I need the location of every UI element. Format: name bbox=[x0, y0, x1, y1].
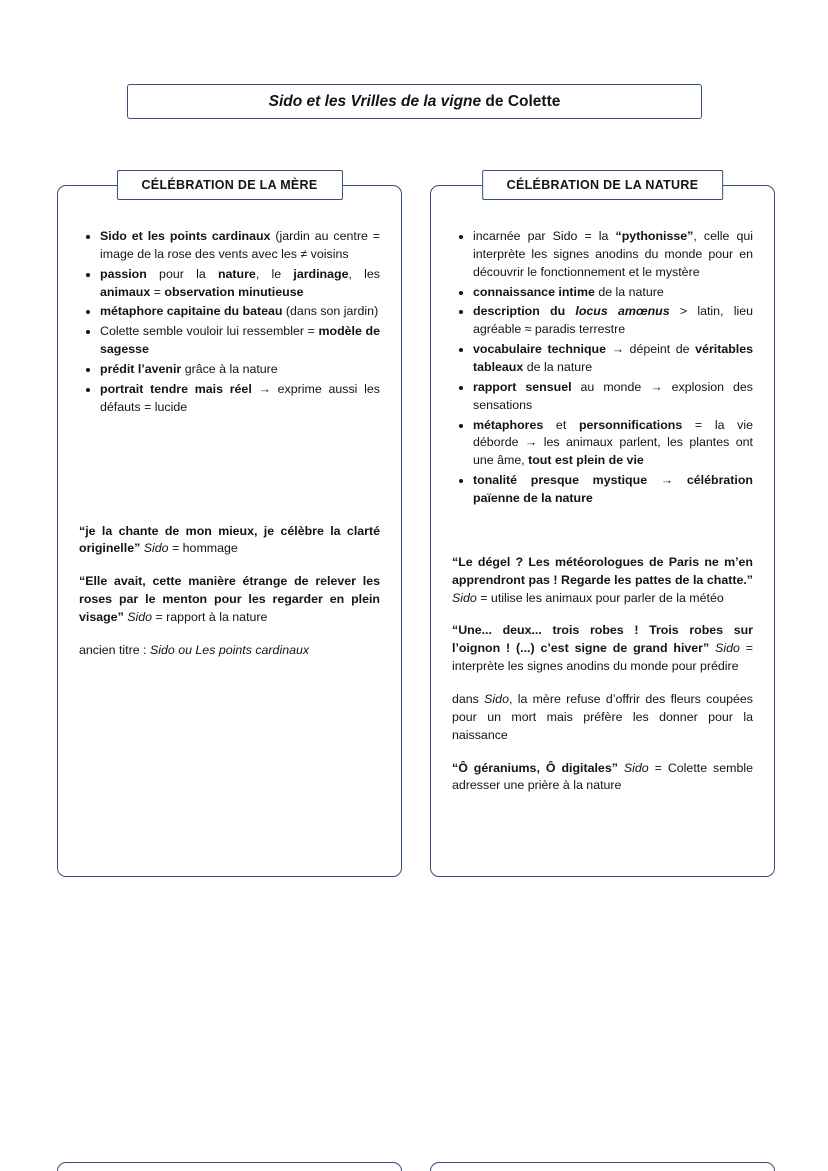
next-page-box-left bbox=[57, 1162, 402, 1171]
bullet-item: • métaphore capitaine du bateau (dans son jardin) bbox=[100, 303, 380, 321]
quote-paragraph: dans Sido, la mère refuse d’offrir des fleurs coupées pour un mort mais préfère les donner pour la naissance bbox=[452, 692, 753, 742]
document-title: Sido et les Vrilles de la vigne de Colette bbox=[268, 92, 561, 110]
quotes-mere bbox=[79, 523, 380, 660]
quote-paragraph: “je la chante de mon mieux, je célèbre la clarté originelle” Sido = hommage bbox=[79, 523, 380, 556]
bullet-item: • Colette semble vouloir lui ressembler = modèle de sagesse bbox=[100, 323, 380, 359]
bullet-list-mere bbox=[79, 228, 380, 417]
bullet-item: • prédit l’avenir grâce à la nature bbox=[100, 361, 380, 379]
quote-paragraph: “Une... deux... trois robes ! Trois robes sur l’oignon ! (...) c’est signe de grand hiver” Sido = interprète les signes anodins du monde pour prédire bbox=[452, 623, 753, 674]
quote-paragraph: ancien titre : Sido ou Les points cardinaux bbox=[79, 642, 310, 657]
column-body-mere bbox=[58, 186, 401, 678]
bullet-item: • rapport sensuel au monde → explosion des sensations bbox=[473, 379, 753, 415]
bullet-list-nature bbox=[452, 228, 753, 508]
column-mere bbox=[57, 178, 402, 877]
column-header-mere: CÉLÉBRATION DE LA MÈRE bbox=[116, 170, 342, 200]
bullet-item: • métaphores et personnifications = la vie déborde → les animaux parlent, les plantes ont une âme, tout est plein de vie bbox=[473, 417, 753, 471]
column-nature bbox=[430, 178, 775, 877]
quote-paragraph: “Le dégel ? Les météorologues de Paris ne m’en apprendront pas ! Regarde les pattes de la chatte.” Sido = utilise les animaux pour parler de la météo bbox=[452, 554, 753, 605]
quotes-nature bbox=[452, 554, 753, 795]
quote-paragraph: “Elle avait, cette manière étrange de relever les roses par le menton pour les regarder en plein visage” Sido = rapport à la nature bbox=[79, 574, 380, 625]
bullet-item: • vocabulaire technique → dépeint de véritables tableaux de la nature bbox=[473, 341, 753, 377]
bullet-item: • connaissance intime de la nature bbox=[473, 284, 753, 302]
quote-paragraph: “Ô géraniums, Ô digitales” Sido = Colette semble adresser une prière à la nature bbox=[452, 760, 753, 793]
bullet-item: • description du locus amœnus > latin, lieu agréable ≈ paradis terrestre bbox=[473, 303, 753, 339]
bullet-item: • tonalité presque mystique → célébration païenne de la nature bbox=[473, 472, 753, 508]
bullet-item: • incarnée par Sido = la “pythonisse”, celle qui interprète les signes anodins du monde pour en découvrir le fonctionnement et le mystère bbox=[473, 228, 753, 282]
bullet-item: • passion pour la nature, le jardinage, les animaux = observation minutieuse bbox=[100, 266, 380, 302]
column-body-nature bbox=[431, 186, 774, 813]
bullet-item: • portrait tendre mais réel → exprime aussi les défauts = lucide bbox=[100, 381, 380, 417]
bullet-item: • Sido et les points cardinaux (jardin au centre = image de la rose des vents avec les ≠ voisins bbox=[100, 228, 380, 264]
title-box bbox=[127, 84, 702, 119]
column-header-nature: CÉLÉBRATION DE LA NATURE bbox=[482, 170, 724, 200]
next-page-box-right bbox=[430, 1162, 775, 1171]
